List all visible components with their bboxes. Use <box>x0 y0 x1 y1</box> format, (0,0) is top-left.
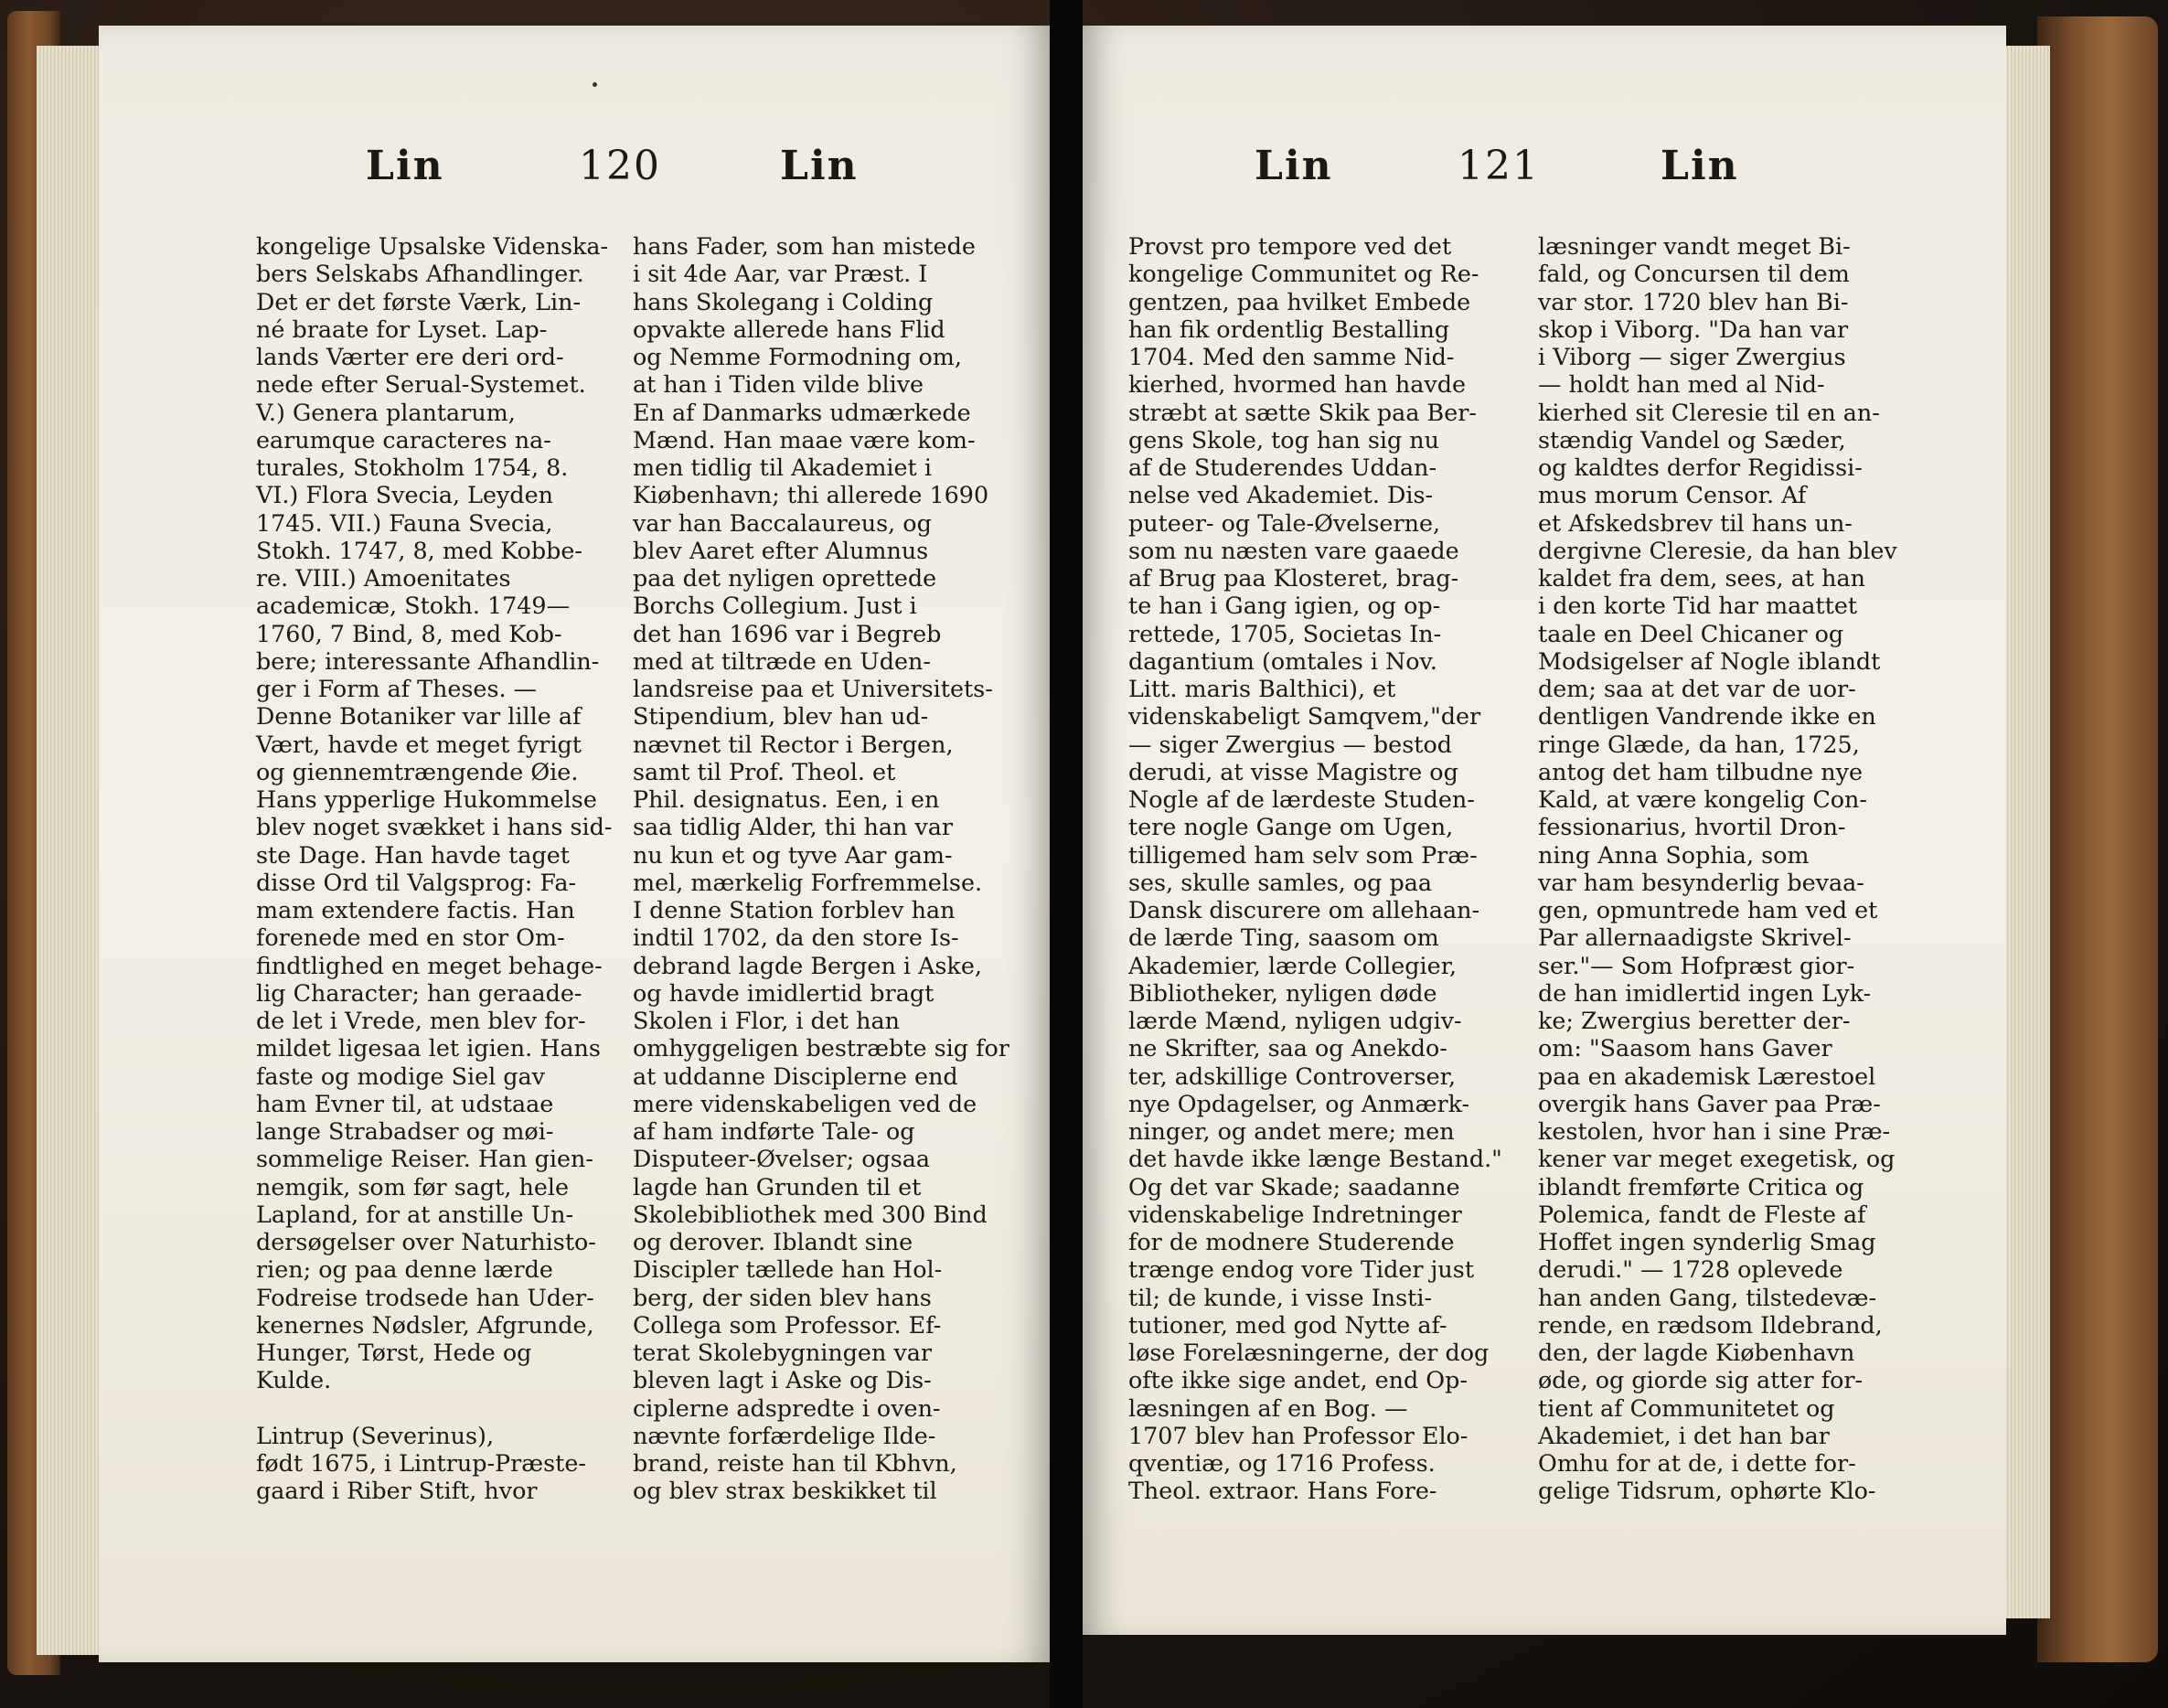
text-line: bers Selskabs Afhandlinger. <box>256 260 584 288</box>
text-line: landsreise paa et Universitets- <box>633 675 993 702</box>
left-page <box>99 26 1050 1662</box>
text-line: ofte ikke sige andet, end Op- <box>1128 1366 1468 1394</box>
text-line: Discipler tællede han Hol- <box>633 1255 943 1284</box>
text-line: det havde ikke længe Bestand." <box>1128 1145 1502 1173</box>
text-line: Litt. maris Balthici), et <box>1128 675 1396 702</box>
text-line: gentzen, paa hvilket Embede <box>1128 287 1471 315</box>
text-line: VI.) Flora Svecia, Leyden <box>256 481 554 509</box>
text-line: bleven lagt i Aske og Dis- <box>633 1366 932 1394</box>
text-line: kongelige Upsalske Videnska- <box>256 232 609 260</box>
text-line: ser."— Som Hofpræst gior- <box>1538 951 1855 979</box>
text-line: stændig Vandel og Sæder, <box>1538 425 1846 454</box>
text-line: om: "Saasom hans Gaver <box>1538 1034 1832 1062</box>
text-line: tilligemed ham selv som Præ- <box>1128 840 1478 869</box>
text-line: ninger, og andet mere; men <box>1128 1117 1455 1145</box>
text-line: og blev strax beskikket til <box>633 1477 937 1505</box>
text-line: tient af Communitetet og <box>1538 1393 1835 1422</box>
text-line: kierhed, hvormed han havde <box>1128 370 1467 399</box>
text-line: mel, mærkelig Forfremmelse. <box>633 868 983 896</box>
text-line: løse Forelæsningerne, der dog <box>1128 1339 1490 1366</box>
text-line: den, der lagde Kiøbenhavn <box>1538 1339 1855 1366</box>
text-line: i sit 4de Aar, var Præst. I <box>633 260 928 288</box>
text-line: Vært, havde et meget fyrigt <box>256 730 582 758</box>
text-line: bere; interessante Afhandlin- <box>256 646 600 675</box>
text-line: ne Skrifter, saa og Anekdo- <box>1128 1034 1447 1062</box>
text-line: academicæ, Stokh. 1749— <box>256 592 570 620</box>
text-line: at uddanne Disciplerne end <box>633 1062 958 1090</box>
text-line: paa en akademisk Lærestoel <box>1538 1062 1876 1090</box>
text-line: Nogle af de lærdeste Studen- <box>1128 785 1475 813</box>
book-gutter <box>1050 0 1083 1708</box>
text-line: født 1675, i Lintrup-Præste- <box>256 1449 586 1477</box>
text-line: Fodreise trodsede han Uder- <box>256 1283 594 1311</box>
text-line: øde, og giorde sig atter for- <box>1538 1366 1864 1394</box>
text-line: gen, opmuntrede ham ved et <box>1538 896 1878 923</box>
text-line: kierhed sit Cleresie til en an- <box>1538 398 1880 426</box>
text-line: re. VIII.) Amoenitates <box>256 564 511 592</box>
text-line: Stokh. 1747, 8, med Kobbe- <box>256 536 582 564</box>
text-line: læsningen af en Bog. — <box>1128 1393 1408 1422</box>
text-line: fessionarius, hvortil Dron- <box>1538 813 1846 841</box>
text-line: Polemica, fandt de Fleste af <box>1538 1200 1866 1228</box>
text-line: gens Skole, tog han sig nu <box>1128 425 1439 454</box>
text-line: og derover. Iblandt sine <box>633 1228 913 1255</box>
text-line: mildet ligesaa let igien. Hans <box>256 1034 601 1062</box>
text-line: — siger Zwergius — bestod <box>1128 730 1452 758</box>
text-line: Theol. extraor. Hans Fore- <box>1128 1477 1437 1505</box>
text-line: faste og modige Siel gav <box>256 1062 546 1090</box>
text-line: Mænd. Han maae være kom- <box>633 425 976 454</box>
text-line: Akademiet, i det han bar <box>1538 1421 1830 1449</box>
text-line: lagde han Grunden til et <box>633 1172 922 1201</box>
text-line: saa tidlig Alder, thi han var <box>633 813 954 841</box>
text-line: nævnte forfærdelige Ilde- <box>633 1421 936 1449</box>
text-line: rende, en rædsom Ildebrand, <box>1538 1310 1883 1339</box>
text-line: ning Anna Sophia, som <box>1538 840 1810 869</box>
right-page-column-2 <box>1538 232 1897 1505</box>
text-line: tutioner, med god Nytte af- <box>1128 1310 1447 1339</box>
text-line: Modsigelser af Nogle iblandt <box>1538 646 1881 675</box>
text-line: men tidlig til Akademiet i <box>633 454 932 481</box>
text-line: brand, reiste han til Kbhvn, <box>633 1449 957 1477</box>
text-line: mere videnskabeligen ved de <box>633 1089 977 1117</box>
text-line: ciplerne adspredte i oven- <box>633 1393 941 1422</box>
text-line: lands Værter ere deri ord- <box>256 343 564 370</box>
text-line: nemgik, som før sagt, hele <box>256 1172 570 1201</box>
text-line: berg, der siden blev hans <box>633 1283 932 1311</box>
text-line: Hunger, Tørst, Hede og <box>256 1339 532 1366</box>
text-line: Omhu for at de, i dette for- <box>1538 1449 1856 1477</box>
running-head-right: Lin <box>1661 143 1739 189</box>
text-line: Og det var Skade; saadanne <box>1128 1172 1460 1201</box>
left-page-header <box>99 143 1050 197</box>
text-line: blev noget svækket i hans sid- <box>256 813 613 841</box>
text-line: Par allernaadigste Skrivel- <box>1538 923 1852 952</box>
text-line: taale en Deel Chicaner og <box>1538 619 1844 647</box>
text-line: ger i Form af Theses. — <box>256 675 538 702</box>
text-line: et Afskedsbrev til hans un- <box>1538 508 1853 537</box>
text-line: debrand lagde Bergen i Aske, <box>633 951 982 979</box>
text-line: Akademier, lærde Collegier, <box>1128 951 1458 979</box>
text-line: ham Evner til, at udstaae <box>256 1089 554 1117</box>
text-line: de let i Vrede, men blev for- <box>256 1007 586 1034</box>
text-line: dergivne Cleresie, da han blev <box>1538 536 1897 564</box>
page-number: 120 <box>579 143 661 189</box>
text-line: han anden Gang, tilstedevæ- <box>1538 1283 1877 1311</box>
text-line: turales, Stokholm 1754, 8. <box>256 454 569 481</box>
text-line: — holdt han med al Nid- <box>1538 370 1825 399</box>
text-line: var han Baccalaureus, og <box>633 508 932 537</box>
running-head-right: Lin <box>780 143 859 189</box>
text-line: tere nogle Gange om Ugen, <box>1128 813 1454 841</box>
text-line: forenede med en stor Om- <box>256 923 565 952</box>
text-line: Denne Botaniker var lille af <box>256 702 582 731</box>
text-line: kongelige Communitet og Re- <box>1128 260 1479 288</box>
text-line: Dansk discurere om allehaan- <box>1128 896 1480 923</box>
text-line: gelige Tidsrum, ophørte Klo- <box>1538 1477 1876 1505</box>
text-line: ter, adskillige Controverser, <box>1128 1062 1457 1090</box>
text-line: for de modnere Studerende <box>1128 1228 1455 1255</box>
text-line: læsninger vandt meget Bi- <box>1538 232 1851 260</box>
text-line: Skolebibliothek med 300 Bind <box>633 1200 988 1228</box>
text-line: mus morum Censor. Af <box>1538 481 1807 509</box>
text-line: lærde Mænd, nyligen udgiv- <box>1128 1007 1462 1034</box>
text-line <box>256 1394 603 1422</box>
text-line: Provst pro tempore ved det <box>1128 232 1452 260</box>
text-line: né braate for Lyset. Lap- <box>256 315 548 343</box>
text-line: dersøgelser over Naturhisto- <box>256 1228 596 1255</box>
text-line: Kald, at være kongelig Con- <box>1538 785 1867 813</box>
text-line: nu kun et og tyve Aar gam- <box>633 840 953 869</box>
text-line: iblandt fremførte Critica og <box>1538 1172 1864 1201</box>
text-line: Bibliotheker, nyligen døde <box>1128 978 1437 1007</box>
text-line: indtil 1702, da den store Is- <box>633 923 959 952</box>
text-line: I denne Station forblev han <box>633 896 956 923</box>
text-line: 1707 blev han Professor Elo- <box>1128 1421 1468 1449</box>
text-line: ste Dage. Han havde taget <box>256 840 570 869</box>
text-line: derudi, at visse Magistre og <box>1128 757 1458 785</box>
text-line: de lærde Ting, saasom om <box>1128 923 1439 952</box>
text-line: Hoffet ingen synderlig Smag <box>1538 1228 1876 1255</box>
text-line: af ham indførte Tale- og <box>633 1117 915 1145</box>
text-line: Lintrup (Severinus), <box>256 1421 495 1449</box>
running-head-left: Lin <box>1255 143 1333 189</box>
text-line: af Brug paa Klosteret, brag- <box>1128 564 1459 592</box>
text-line: En af Danmarks udmærkede <box>633 398 971 426</box>
text-line: lig Character; han geraade- <box>256 978 582 1007</box>
text-line: dagantium (omtales i Nov. <box>1128 646 1437 675</box>
text-line: paa det nyligen oprettede <box>633 564 937 592</box>
text-line: dem; saa at det var de uor- <box>1538 675 1856 702</box>
text-line: ke; Zwergius beretter der- <box>1538 1007 1851 1034</box>
text-line: trænge endog vore Tider just <box>1128 1255 1475 1284</box>
text-line: kaldet fra dem, sees, at han <box>1538 564 1865 592</box>
text-line: ses, skulle samles, og paa <box>1128 868 1433 896</box>
text-line: terat Skolebygningen var <box>633 1339 932 1366</box>
text-line: og havde imidlertid bragt <box>633 978 934 1007</box>
text-line: dentligen Vandrende ikke en <box>1538 702 1876 731</box>
text-line: i Viborg — siger Zwergius <box>1538 343 1846 370</box>
text-line: opvakte allerede hans Flid <box>633 315 945 343</box>
text-line: han fik ordentlig Bestalling <box>1128 315 1450 343</box>
text-line: omhyggeligen bestræbte sig for <box>633 1034 1009 1062</box>
text-line: overgik hans Gaver paa Præ- <box>1538 1089 1881 1117</box>
text-line: som nu næsten vare gaaede <box>1128 536 1459 564</box>
text-line: V.) Genera plantarum, <box>256 398 516 426</box>
text-line: nede efter Serual-Systemet. <box>256 370 586 399</box>
left-page-column-2 <box>633 232 1009 1505</box>
text-line: te han i Gang igien, og op- <box>1128 592 1441 620</box>
text-line: var stor. 1720 blev han Bi- <box>1538 287 1849 315</box>
text-line: ringe Glæde, da han, 1725, <box>1538 730 1860 758</box>
ink-speck <box>593 82 597 87</box>
text-line: qventiæ, og 1716 Profess. <box>1128 1449 1436 1477</box>
text-line: kestolen, hvor han i sine Præ- <box>1538 1117 1891 1145</box>
left-page-column-1 <box>256 232 613 1505</box>
page-edges-left <box>37 46 101 1655</box>
page-number: 121 <box>1458 143 1540 189</box>
text-line: derudi." — 1728 oplevede <box>1538 1255 1843 1284</box>
text-line: Borchs Collegium. Just i <box>633 592 917 620</box>
text-line: Det er det første Værk, Lin- <box>256 287 582 315</box>
text-line: og kaldtes derfor Regidissi- <box>1538 454 1863 481</box>
text-line: mam extendere factis. Han <box>256 896 575 923</box>
text-line: til; de kunde, i visse Insti- <box>1128 1283 1433 1311</box>
text-line: sommelige Reiser. Han gien- <box>256 1145 593 1173</box>
text-line: at han i Tiden vilde blive <box>633 370 924 399</box>
text-line: Collega som Professor. Ef- <box>633 1310 942 1339</box>
text-line: med at tiltræde en Uden- <box>633 646 931 675</box>
text-line: samt til Prof. Theol. et <box>633 757 896 785</box>
text-line: de han imidlertid ingen Lyk- <box>1538 978 1872 1007</box>
text-line: 1704. Med den samme Nid- <box>1128 343 1455 370</box>
text-line: rien; og paa denne lærde <box>256 1255 553 1284</box>
text-line: og giennemtrængende Øie. <box>256 757 579 785</box>
text-line: skop i Viborg. "Da han var <box>1538 315 1849 343</box>
text-line: og Nemme Formodning om, <box>633 343 962 370</box>
text-line: gaard i Riber Stift, hvor <box>256 1477 538 1505</box>
text-line: stræbt at sætte Skik paa Ber- <box>1128 398 1477 426</box>
text-line: kener var meget exegetisk, og <box>1538 1145 1896 1173</box>
text-line: lange Strabadser og møi- <box>256 1117 554 1145</box>
book-cover-right <box>2037 16 2158 1662</box>
text-line: videnskabelige Indretninger <box>1128 1200 1462 1228</box>
text-line: nye Opdagelser, og Anmærk- <box>1128 1089 1470 1117</box>
text-line: Skolen i Flor, i det han <box>633 1007 900 1034</box>
text-line: hans Fader, som han mistede <box>633 232 976 260</box>
text-line: Hans ypperlige Hukommelse <box>256 785 597 813</box>
text-line: i den korte Tid har maattet <box>1538 592 1858 620</box>
text-line: det han 1696 var i Begreb <box>633 619 942 647</box>
text-line: findtlighed en meget behage- <box>256 951 603 979</box>
text-line: af de Studerendes Uddan- <box>1128 454 1437 481</box>
text-line: blev Aaret efter Alumnus <box>633 536 929 564</box>
text-line: disse Ord til Valgsprog: Fa- <box>256 868 577 896</box>
text-line: Kiøbenhavn; thi allerede 1690 <box>633 481 989 509</box>
text-line: nævnet til Rector i Bergen, <box>633 730 954 758</box>
text-line: kenernes Nødsler, Afgrunde, <box>256 1310 594 1339</box>
right-page <box>1083 26 2006 1635</box>
text-line: var ham besynderlig bevaa- <box>1538 868 1864 896</box>
text-line: antog det ham tilbudne nye <box>1538 757 1863 785</box>
text-line: puteer- og Tale-Øvelserne, <box>1128 508 1441 537</box>
text-line: videnskabeligt Samqvem,"der <box>1128 702 1481 731</box>
right-page-column-1 <box>1128 232 1502 1505</box>
text-line: Phil. designatus. Een, i en <box>633 785 940 813</box>
text-line: 1760, 7 Bind, 8, med Kob- <box>256 619 562 647</box>
text-line: earumque caracteres na- <box>256 425 551 454</box>
running-head-left: Lin <box>366 143 444 189</box>
text-line: Lapland, for at anstille Un- <box>256 1200 574 1228</box>
right-page-header <box>1083 143 2006 197</box>
text-line: Kulde. <box>256 1366 332 1394</box>
text-line: Stipendium, blev han ud- <box>633 702 929 731</box>
text-line: hans Skolegang i Colding <box>633 287 934 315</box>
text-line: fald, og Concursen til dem <box>1538 260 1850 288</box>
text-line: Disputeer-Øvelser; ogsaa <box>633 1145 931 1173</box>
text-line: rettede, 1705, Societas In- <box>1128 619 1442 647</box>
text-line: nelse ved Akademiet. Dis- <box>1128 481 1434 509</box>
text-line: 1745. VII.) Fauna Svecia, <box>256 508 553 537</box>
